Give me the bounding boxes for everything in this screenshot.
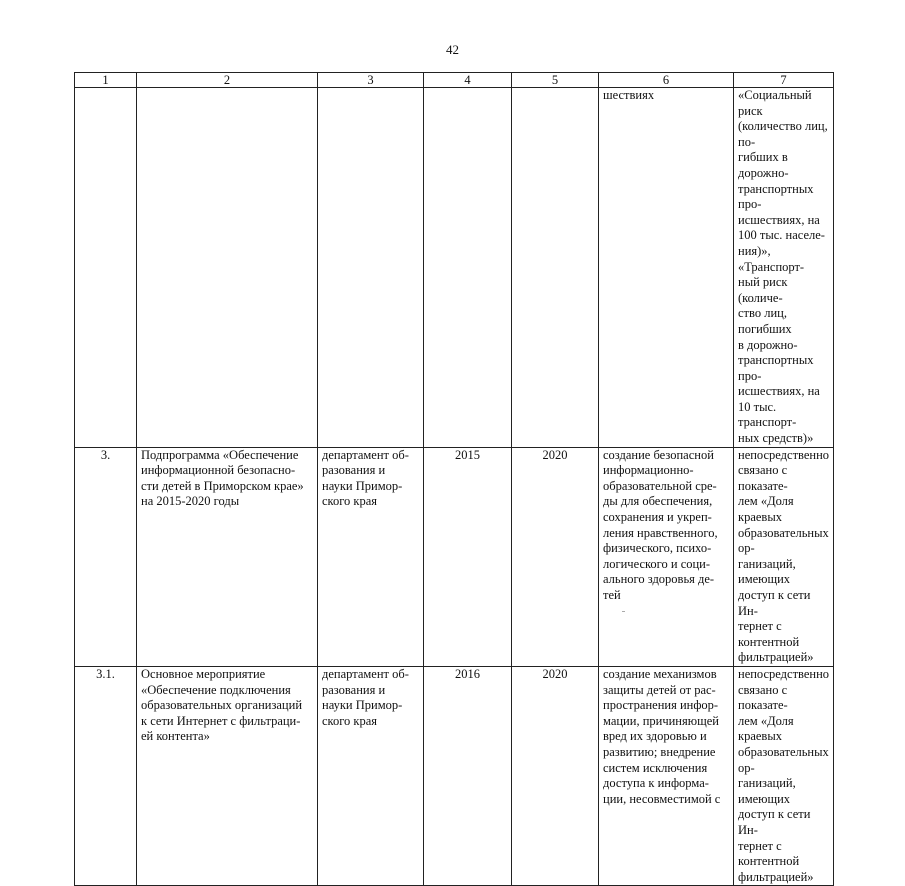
executor xyxy=(318,88,424,448)
program-table xyxy=(74,72,834,886)
start-year xyxy=(424,88,512,448)
end-year: 2020 xyxy=(512,666,599,885)
activity-name: Подпрограмма «Обеспечение информационной безопасно- сти детей в Приморском крае» на 2015-2020 годы xyxy=(137,447,318,666)
indicator-link: непосредственно связано с показате- лем «Доля краевых образовательных ор- ганизаций, имеющих доступ к сети Ин- тернет с контентной фильтрацией» xyxy=(734,447,834,666)
expected-result: создание механизмов защиты детей от рас- пространения инфор- мации, причиняющей вред их здоровью и развитию; внедрение систем исключения доступа к информа- ции, несовместимой с xyxy=(599,666,734,885)
column-header: 3 xyxy=(318,73,424,88)
column-header: 6 xyxy=(599,73,734,88)
column-header: 5 xyxy=(512,73,599,88)
header-row xyxy=(75,73,834,88)
indicator-link: непосредственно связано с показате- лем «Доля краевых образовательных ор- ганизаций, имеющих доступ к сети Ин- тернет с контентной фильтрацией» xyxy=(734,666,834,885)
end-year xyxy=(512,88,599,448)
executor: департамент об- разования и науки Примор- ского края xyxy=(318,666,424,885)
executor: департамент об- разования и науки Примор- ского края xyxy=(318,447,424,666)
table-row xyxy=(75,88,834,448)
column-header: 1 xyxy=(75,73,137,88)
row-number xyxy=(75,88,137,448)
page-number: 42 xyxy=(446,42,459,57)
expected-result: шествиях xyxy=(599,88,734,448)
row-number: 3. xyxy=(75,447,137,666)
row-number: 3.1. xyxy=(75,666,137,885)
table-row xyxy=(75,447,834,666)
start-year: 2016 xyxy=(424,666,512,885)
column-header: 2 xyxy=(137,73,318,88)
activity-name xyxy=(137,88,318,448)
column-header: 4 xyxy=(424,73,512,88)
activity-name: Основное мероприятие «Обеспечение подключения образовательных организаций к сети Интернет с фильтраци- ей контента» xyxy=(137,666,318,885)
expected-result: создание безопасной информационно- образовательной сре- ды для обеспечения, сохранения и укреп- ления нравственного, физического, психо- логического и соци- ального здоровья де- тей xyxy=(599,447,734,666)
table-row xyxy=(75,666,834,885)
end-year: 2020 xyxy=(512,447,599,666)
column-header: 7 xyxy=(734,73,834,88)
indicator-link: «Социальный риск (количество лиц, по- гибших в дорожно- транспортных про- исшествиях, на 100 тыс. населе- ния)», «Транспорт- ный риск (количе- ство лиц, погибших в дорожно- транспортных про- исшествиях, на 10 тыс. транспорт- ных средств)» xyxy=(734,88,834,448)
start-year: 2015 xyxy=(424,447,512,666)
scan-speck xyxy=(622,611,625,612)
